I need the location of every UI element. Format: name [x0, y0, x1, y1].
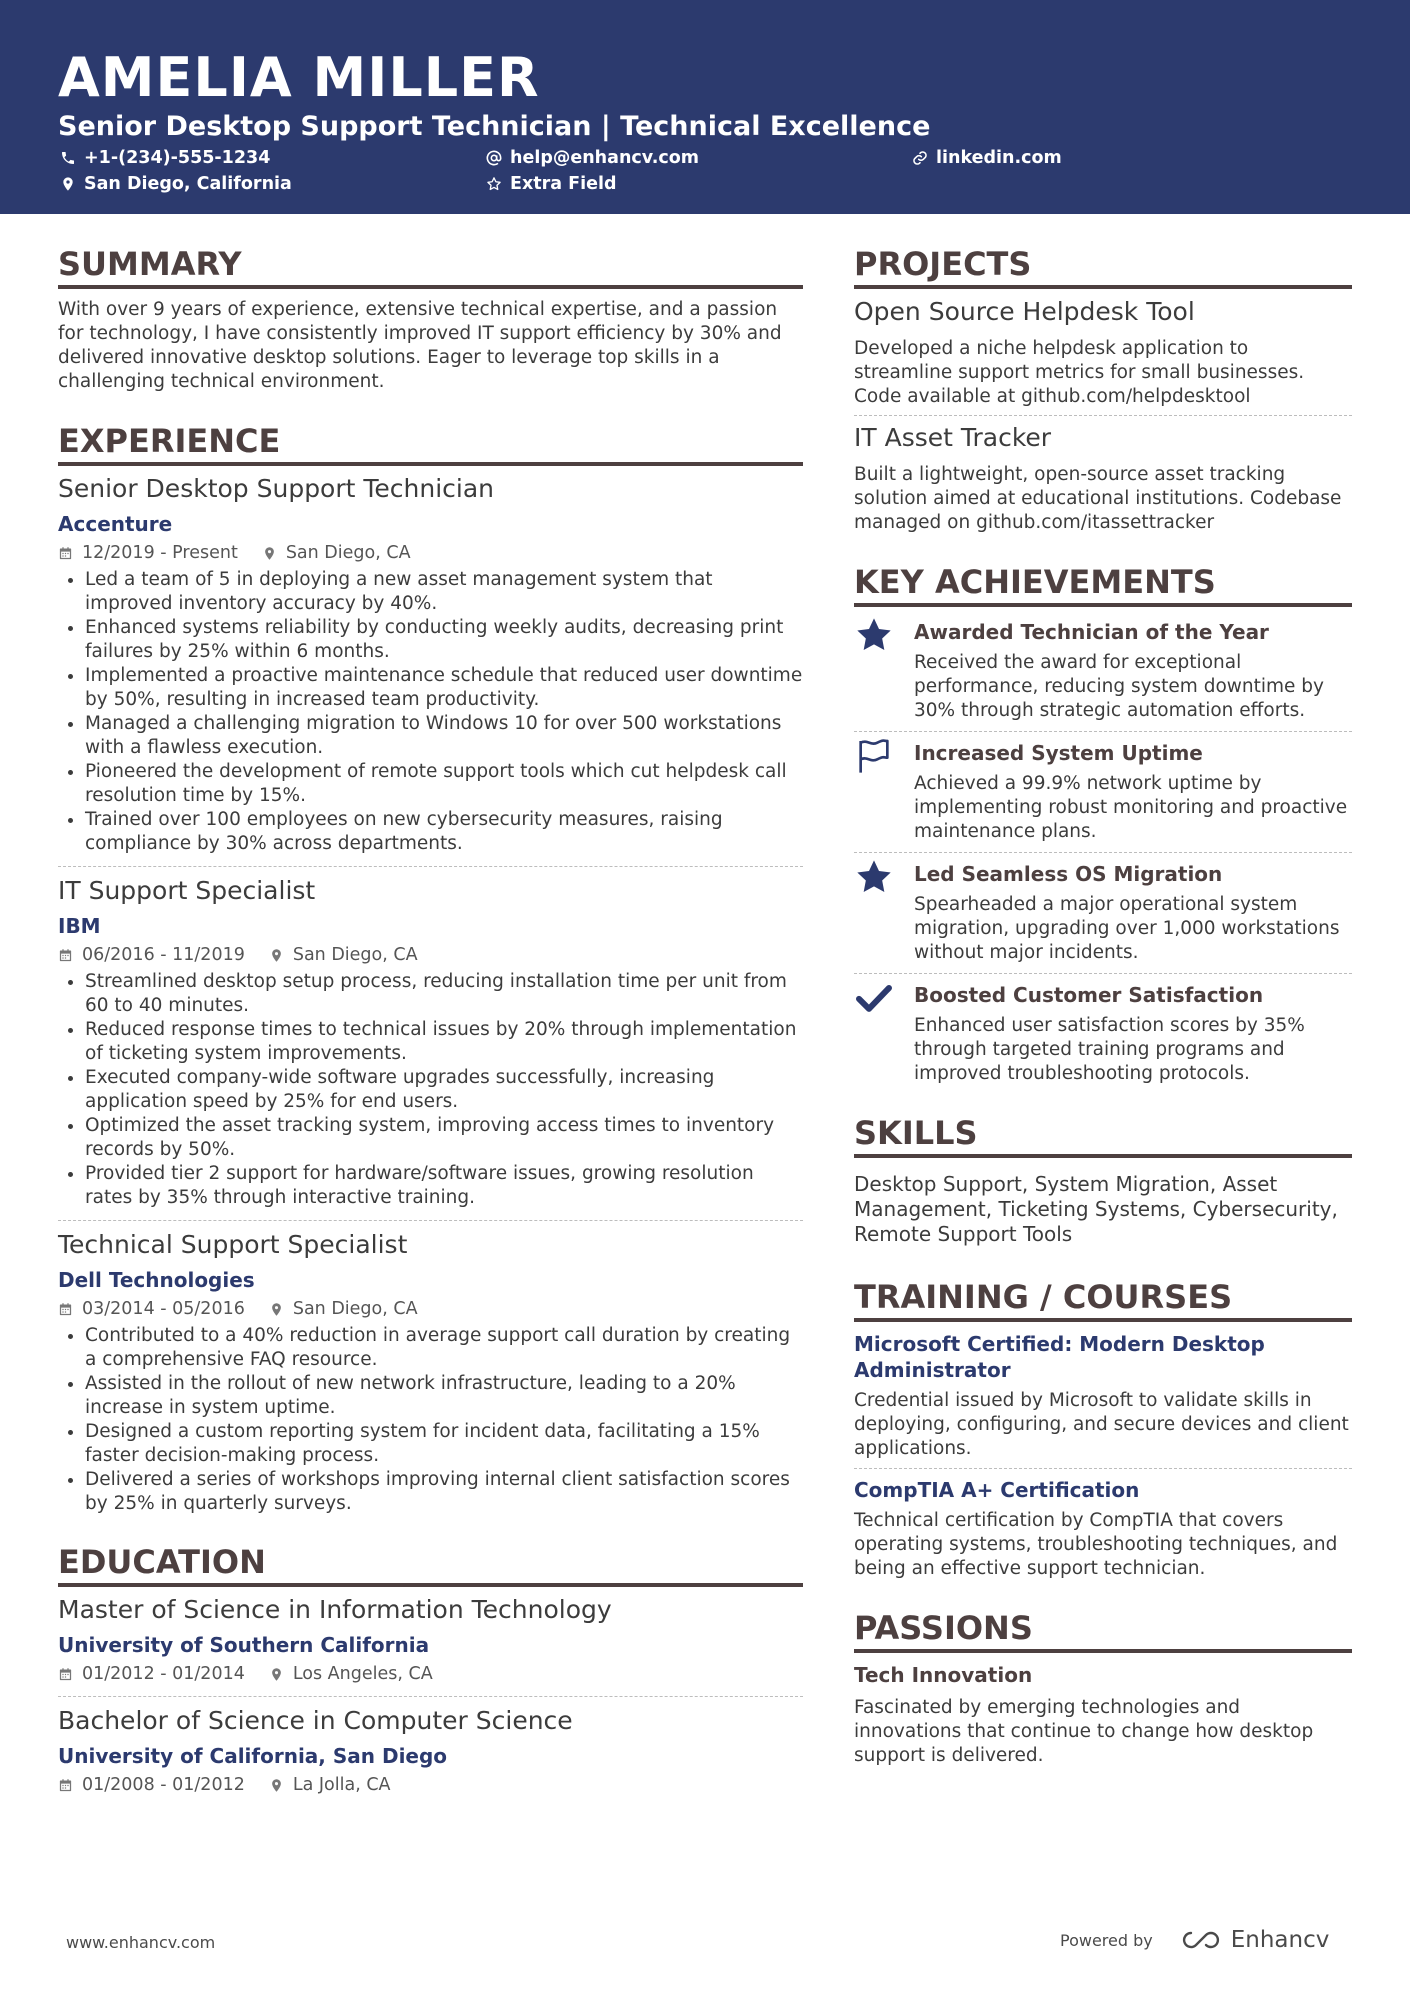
summary-section-title: SUMMARY: [58, 244, 803, 289]
education-location: [269, 1662, 433, 1686]
achievements-section-title: KEY ACHIEVEMENTS: [854, 562, 1352, 607]
job-location-text: San Diego, CA: [285, 543, 411, 563]
contact-location: [60, 172, 292, 196]
star-icon: [854, 857, 894, 897]
project-desc: Built a lightweight, open-source asset tracking solution aimed at educational institutions. Codebase managed on github.com/itassettracker: [854, 464, 1342, 533]
achievement-entry: [854, 976, 1352, 1086]
course-entry: [854, 1331, 1352, 1461]
achievement-desc: Spearheaded a major operational system migration, upgrading over 1,000 workstations without major incidents.: [914, 894, 1340, 963]
flag-icon: [854, 736, 894, 776]
education-entry: [58, 1705, 803, 1797]
entry-divider: [854, 852, 1352, 853]
education-location: [269, 1773, 391, 1797]
project-name: Open Source Helpdesk Tool: [854, 297, 1195, 326]
company-name: IBM: [58, 914, 101, 938]
job-location: [269, 1297, 418, 1321]
achievement-entry: [854, 855, 1352, 965]
entry-divider: [854, 1468, 1352, 1469]
job-meta: [58, 541, 803, 565]
project-entry: [854, 422, 1352, 535]
job-bullet: • Optimized the asset tracking system, improving access times to inventory records by 50%.: [85, 1114, 803, 1162]
job-dates: 03/2014 - 05/2016: [82, 1299, 245, 1319]
job-bullet: • Designed a custom reporting system for incident data, facilitating a 15% faster decision-making process.: [85, 1420, 803, 1468]
experience-entry: [58, 875, 803, 1210]
star-icon: [854, 615, 894, 655]
education-section-title: EDUCATION: [58, 1542, 803, 1587]
job-bullet: • Trained over 100 employees on new cybersecurity measures, raising compliance by 30% across departments.: [85, 808, 803, 856]
job-title: IT Support Specialist: [58, 876, 316, 905]
projects-section-title: PROJECTS: [854, 244, 1352, 289]
summary-text: With over 9 years of experience, extensive technical expertise, and a passion for technology, I have consistently improved IT support efficiency by 30% and delivered innovative desktop solutions. Eager to leverage top skills in a challenging technical environment.: [58, 299, 782, 392]
job-title: Senior Desktop Support Technician: [58, 474, 495, 503]
contact-website-text: linkedin.com: [936, 148, 1062, 168]
job-dates: 12/2019 - Present: [82, 543, 238, 563]
achievement-title: Led Seamless OS Migration: [914, 862, 1223, 886]
achievement-title: Boosted Customer Satisfaction: [914, 983, 1264, 1007]
education-location-text: La Jolla, CA: [292, 1775, 391, 1795]
calendar-icon: [58, 1302, 73, 1317]
experience-entry: [58, 1229, 803, 1516]
candidate-name: AMELIA MILLER: [58, 46, 540, 109]
job-bullet: • Led a team of 5 in deploying a new asset management system that improved inventory accuracy by 40%.: [85, 568, 803, 616]
job-bullet: • Pioneered the development of remote support tools which cut helpdesk call resolution time by 15%.: [85, 760, 803, 808]
entry-divider: [58, 866, 803, 867]
calendar-icon: [58, 1667, 73, 1682]
resume-header: [0, 0, 1410, 214]
footer-website[interactable]: www.enhancv.com: [66, 1933, 216, 1952]
contact-email-text: help@enhancv.com: [510, 148, 700, 168]
passion-name: Tech Innovation: [854, 1663, 1033, 1687]
calendar-icon: [58, 948, 73, 963]
contact-phone-text: +1-(234)-555-1234: [84, 148, 271, 168]
project-desc: Developed a niche helpdesk application to streamline support metrics for small businesses. Code available at github.com/helpdesktool: [854, 338, 1305, 407]
job-bullet: • Provided tier 2 support for hardware/software issues, growing resolution rates by 35% through interactive training.: [85, 1162, 803, 1210]
degree-title: Master of Science in Information Technology: [58, 1595, 612, 1624]
job-location: [262, 541, 411, 565]
candidate-headline: Senior Desktop Support Technician | Technical Excellence: [58, 111, 931, 142]
company-name: Dell Technologies: [58, 1268, 255, 1292]
brand-name: Enhancv: [1230, 1927, 1330, 1953]
job-meta: [58, 943, 803, 967]
project-name: IT Asset Tracker: [854, 423, 1052, 452]
achievement-desc: Achieved a 99.9% network uptime by implementing robust monitoring and proactive maintenance plans.: [914, 773, 1348, 842]
job-location: [269, 943, 418, 967]
location-pin-icon: [269, 1667, 284, 1682]
job-bullet: • Managed a challenging migration to Windows 10 for over 500 workstations with a flawless execution.: [85, 712, 803, 760]
job-meta: [58, 1297, 803, 1321]
school-name: University of California, San Diego: [58, 1744, 448, 1768]
job-title: Technical Support Specialist: [58, 1230, 408, 1259]
entry-divider: [854, 731, 1352, 732]
phone-icon: [60, 150, 76, 166]
job-bullet: • Implemented a proactive maintenance schedule that reduced user downtime by 50%, resulting in increased team productivity.: [85, 664, 803, 712]
contact-extra: [486, 172, 617, 196]
achievement-entry: [854, 613, 1352, 723]
achievement-desc: Received the award for exceptional performance, reducing system downtime by 30% through strategic automation efforts.: [914, 652, 1324, 721]
star-outline-icon: [486, 176, 502, 192]
job-bullet: • Executed company-wide software upgrades successfully, increasing application speed by 25% for end users.: [85, 1066, 803, 1114]
skills-text: Desktop Support, System Migration, Asset Management, Ticketing Systems, Cybersecurity, Remote Support Tools: [854, 1172, 1338, 1246]
training-section-title: TRAINING / COURSES: [854, 1277, 1352, 1322]
location-pin-icon: [60, 176, 76, 192]
footer-branding[interactable]: [1060, 1927, 1329, 1953]
entry-divider: [58, 1220, 803, 1221]
entry-divider: [58, 1696, 803, 1697]
skills-section-title: SKILLS: [854, 1113, 1352, 1158]
education-dates: 01/2008 - 01/2012: [82, 1775, 245, 1795]
contact-extra-text: Extra Field: [510, 174, 617, 194]
job-location-text: San Diego, CA: [292, 945, 418, 965]
location-pin-icon: [269, 1778, 284, 1793]
calendar-icon: [58, 1778, 73, 1793]
course-desc: Technical certification by CompTIA that covers operating systems, troubleshooting techniques, and being an effective support technician.: [854, 1510, 1338, 1579]
contact-phone[interactable]: [60, 146, 270, 170]
achievement-desc: Enhanced user satisfaction scores by 35% through targeted training programs and improved troubleshooting protocols.: [914, 1015, 1305, 1084]
left-column: [58, 244, 803, 1797]
entry-divider: [854, 415, 1352, 416]
right-column: [854, 244, 1352, 1768]
passions-section-title: PASSIONS: [854, 1608, 1352, 1653]
contact-location-text: San Diego, California: [84, 174, 292, 194]
project-entry: [854, 296, 1352, 409]
contact-website[interactable]: [912, 146, 1062, 170]
education-meta: [58, 1662, 803, 1686]
passion-desc: Fascinated by emerging technologies and innovations that continue to change how desktop support is delivered.: [854, 1697, 1314, 1766]
company-name: Accenture: [58, 512, 173, 536]
education-location-text: Los Angeles, CA: [292, 1664, 433, 1684]
brand-logo: [1179, 1927, 1330, 1953]
location-pin-icon: [269, 948, 284, 963]
school-name: University of Southern California: [58, 1633, 430, 1657]
at-icon: [486, 150, 502, 166]
job-bullet: • Enhanced systems reliability by conducting weekly audits, decreasing print failures by 25% within 6 months.: [85, 616, 803, 664]
job-bullets: [58, 1324, 803, 1516]
location-pin-icon: [269, 1302, 284, 1317]
course-name: Microsoft Certified: Modern Desktop Administrator: [854, 1332, 1265, 1382]
contact-email[interactable]: [486, 146, 699, 170]
course-entry: [854, 1477, 1352, 1581]
job-dates: 06/2016 - 11/2019: [82, 945, 245, 965]
job-bullets: [58, 568, 803, 856]
course-desc: Credential issued by Microsoft to validate skills in deploying, configuring, and secure devices and client applications.: [854, 1390, 1349, 1459]
achievement-title: Increased System Uptime: [914, 741, 1203, 765]
calendar-icon: [58, 546, 73, 561]
check-icon: [854, 978, 894, 1018]
powered-by-text: Powered by: [1060, 1930, 1153, 1950]
entry-divider: [854, 973, 1352, 974]
degree-title: Bachelor of Science in Computer Science: [58, 1706, 573, 1735]
job-bullet: • Assisted in the rollout of new network infrastructure, leading to a 20% increase in system uptime.: [85, 1372, 803, 1420]
job-bullet: • Streamlined desktop setup process, reducing installation time per unit from 60 to 40 minutes.: [85, 970, 803, 1018]
job-bullets: [58, 970, 803, 1210]
education-entry: [58, 1594, 803, 1686]
experience-entry: [58, 473, 803, 856]
link-icon: [912, 150, 928, 166]
experience-section-title: EXPERIENCE: [58, 421, 803, 466]
achievement-entry: [854, 734, 1352, 844]
course-name: CompTIA A+ Certification: [854, 1478, 1140, 1502]
job-bullet: • Contributed to a 40% reduction in average support call duration by creating a comprehensive FAQ resource.: [85, 1324, 803, 1372]
achievement-title: Awarded Technician of the Year: [914, 620, 1269, 644]
job-bullet: • Reduced response times to technical issues by 20% through implementation of ticketing system improvements.: [85, 1018, 803, 1066]
enhancv-logo-icon: [1179, 1929, 1223, 1951]
job-location-text: San Diego, CA: [292, 1299, 418, 1319]
education-dates: 01/2012 - 01/2014: [82, 1664, 245, 1684]
job-bullet: • Delivered a series of workshops improving internal client satisfaction scores by 25% in quarterly surveys.: [85, 1468, 803, 1516]
passion-entry: [854, 1662, 1352, 1768]
education-meta: [58, 1773, 803, 1797]
location-pin-icon: [262, 546, 277, 561]
